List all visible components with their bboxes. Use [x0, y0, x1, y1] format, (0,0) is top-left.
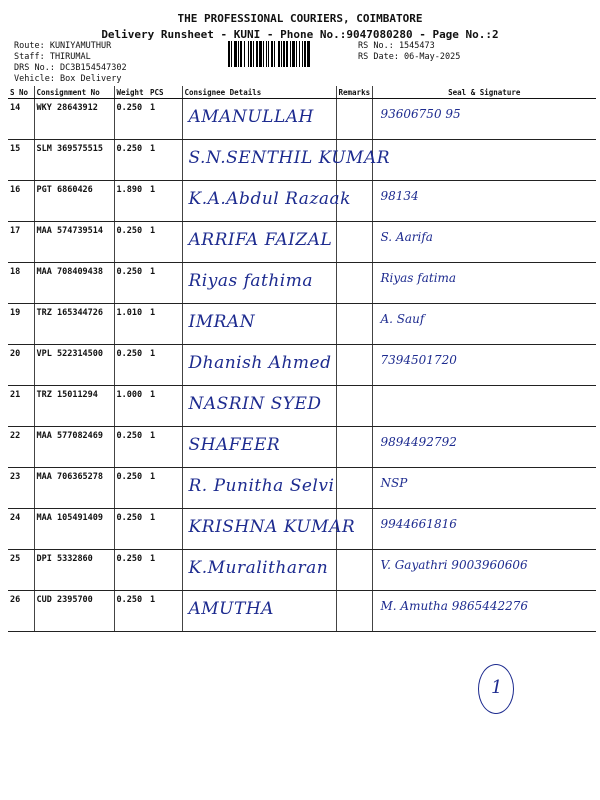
row-weight: 0.250 — [114, 427, 148, 468]
table-row — [8, 468, 596, 509]
row-pcs: 1 — [148, 509, 182, 550]
handwritten-name: ARRIFA FAIZAL — [188, 230, 333, 250]
row-pcs: 1 — [148, 427, 182, 468]
row-weight: 0.250 — [114, 468, 148, 509]
handwritten-signature: 98134 — [380, 189, 419, 203]
handwritten-name: NASRIN SYED — [188, 394, 322, 414]
row-consignee-details — [182, 181, 351, 222]
row-seal-signature — [372, 181, 596, 222]
row-weight: 1.000 — [114, 386, 148, 427]
row-weight: 0.250 — [114, 99, 148, 140]
document-title: THE PROFESSIONAL COURIERS, COIMBATORE — [177, 12, 423, 25]
row-sno: 14 — [8, 99, 34, 140]
row-seal-signature — [372, 222, 596, 263]
handwritten-signature: 9944661816 — [380, 517, 457, 531]
row-consignee-details — [182, 140, 391, 181]
row-seal-signature — [372, 263, 596, 304]
handwritten-name: AMANULLAH — [188, 107, 314, 127]
row-pcs: 1 — [148, 99, 182, 140]
row-consignment-no: PGT 6860426 — [34, 181, 114, 222]
row-seal-signature — [372, 427, 596, 468]
row-remarks — [336, 222, 372, 263]
row-weight: 0.250 — [114, 222, 148, 263]
row-pcs: 1 — [148, 591, 182, 632]
col-remarks: Remarks — [336, 86, 372, 99]
row-consignee-details — [182, 222, 336, 263]
row-sno: 26 — [8, 591, 34, 632]
col-sno: S No — [8, 86, 34, 99]
row-remarks — [336, 550, 372, 591]
row-weight: 0.250 — [114, 550, 148, 591]
table-row — [8, 99, 596, 140]
row-pcs: 1 — [148, 468, 182, 509]
row-seal-signature — [372, 550, 596, 591]
table-row — [8, 263, 596, 304]
row-remarks — [336, 386, 372, 427]
row-consignee-details — [182, 591, 336, 632]
barcode — [228, 41, 350, 67]
row-pcs: 1 — [148, 550, 182, 591]
row-sno: 15 — [8, 140, 34, 181]
table-row — [8, 222, 596, 263]
row-pcs: 1 — [148, 181, 182, 222]
handwritten-name: KRISHNA KUMAR — [188, 517, 356, 537]
staff-text: Staff: THIRUMAL — [14, 52, 91, 62]
handwritten-signature: NSP — [380, 476, 408, 490]
handwritten-signature: 7394501720 — [380, 353, 457, 367]
row-consignment-no: MAA 708409438 — [34, 263, 114, 304]
col-seal: Seal & Signature — [372, 86, 596, 99]
col-pcs: PCS — [148, 86, 182, 99]
row-pcs: 1 — [148, 263, 182, 304]
row-sno: 25 — [8, 550, 34, 591]
document-subtitle: Delivery Runsheet - KUNI - Phone No.:9047080280 - Page No.:2 — [101, 28, 499, 41]
row-remarks — [336, 468, 372, 509]
row-consignee-details — [182, 99, 336, 140]
rs-number: RS No.: 1545473 — [358, 41, 435, 51]
row-remarks — [336, 99, 372, 140]
table-header-row — [8, 86, 596, 99]
table-row — [8, 591, 596, 632]
row-consignee-details — [182, 509, 356, 550]
row-weight: 0.250 — [114, 591, 148, 632]
row-consignment-no: DPI 5332860 — [34, 550, 114, 591]
col-consignee: Consignee Details — [182, 86, 336, 99]
table-row — [8, 345, 596, 386]
drs-text: DRS No.: DC3B154547302 — [14, 63, 127, 73]
handwritten-name: S.N.SENTHIL KUMAR — [188, 148, 391, 168]
vehicle-text: Vehicle: Box Delivery — [14, 74, 122, 84]
row-remarks — [336, 591, 372, 632]
row-consignment-no: MAA 105491409 — [34, 509, 114, 550]
handwritten-name: AMUTHA — [188, 599, 274, 619]
row-remarks — [336, 263, 372, 304]
row-consignee-details — [182, 263, 336, 304]
row-sno: 24 — [8, 509, 34, 550]
route-meta — [14, 41, 127, 85]
table-row — [8, 550, 596, 591]
circle-number: 1 — [491, 677, 503, 698]
row-consignment-no: MAA 706365278 — [34, 468, 114, 509]
rs-meta — [358, 41, 460, 63]
row-seal-signature — [372, 591, 596, 632]
row-sno: 16 — [8, 181, 34, 222]
row-sno: 21 — [8, 386, 34, 427]
row-remarks — [336, 345, 372, 386]
row-consignee-details — [182, 427, 336, 468]
row-pcs: 1 — [148, 222, 182, 263]
row-seal-signature — [372, 386, 596, 427]
handwritten-signature: V. Gayathri 9003960606 — [380, 558, 528, 572]
row-sno: 19 — [8, 304, 34, 345]
row-weight: 1.010 — [114, 304, 148, 345]
row-pcs: 1 — [148, 386, 182, 427]
row-sno: 23 — [8, 468, 34, 509]
table-row — [8, 427, 596, 468]
row-sno: 22 — [8, 427, 34, 468]
handwritten-name: SHAFEER — [188, 435, 281, 455]
row-consignee-details — [182, 304, 336, 345]
handwritten-signature: A. Sauf — [380, 312, 425, 326]
row-seal-signature — [372, 304, 596, 345]
handwritten-signature: M. Amutha 9865442276 — [380, 599, 529, 613]
row-sno: 18 — [8, 263, 34, 304]
row-pcs: 1 — [148, 345, 182, 386]
handwritten-signature: S. Aarifa — [380, 230, 433, 244]
handwritten-name: Dhanish Ahmed — [188, 353, 332, 373]
row-seal-signature — [372, 509, 596, 550]
row-consignment-no: MAA 574739514 — [34, 222, 114, 263]
row-consignment-no: MAA 577082469 — [34, 427, 114, 468]
handwritten-circle-mark — [478, 664, 514, 714]
row-sno: 20 — [8, 345, 34, 386]
table-row — [8, 304, 596, 345]
row-consignee-details — [182, 468, 336, 509]
row-consignee-details — [182, 386, 336, 427]
col-consignment: Consignment No — [34, 86, 114, 99]
handwritten-name: Riyas fathima — [188, 271, 314, 291]
col-weight: Weight — [114, 86, 148, 99]
rs-date: RS Date: 06-May-2025 — [358, 52, 461, 62]
row-remarks — [336, 427, 372, 468]
route-text: Route: KUNIYAMUTHUR — [14, 41, 112, 51]
table-row — [8, 140, 596, 181]
table-row — [8, 181, 596, 222]
table-row — [8, 509, 596, 550]
handwritten-name: IMRAN — [188, 312, 256, 332]
table-row — [8, 386, 596, 427]
row-weight: 0.250 — [114, 345, 148, 386]
handwritten-signature: 9894492792 — [380, 435, 457, 449]
row-seal-signature — [372, 140, 596, 181]
row-pcs: 1 — [148, 140, 182, 181]
row-seal-signature — [372, 345, 596, 386]
handwritten-name: K.A.Abdul Razaak — [188, 189, 351, 209]
row-consignment-no: TRZ 165344726 — [34, 304, 114, 345]
handwritten-signature: Riyas fatima — [380, 271, 457, 285]
row-consignment-no: CUD 2395700 — [34, 591, 114, 632]
row-pcs: 1 — [148, 304, 182, 345]
row-consignment-no: WKY 28643912 — [34, 99, 114, 140]
row-weight: 0.250 — [114, 263, 148, 304]
row-consignee-details — [182, 550, 336, 591]
row-weight: 1.890 — [114, 181, 148, 222]
row-consignment-no: TRZ 15011294 — [34, 386, 114, 427]
row-weight: 0.250 — [114, 509, 148, 550]
row-seal-signature — [372, 468, 596, 509]
row-sno: 17 — [8, 222, 34, 263]
row-consignee-details — [182, 345, 336, 386]
runsheet-table — [8, 86, 596, 632]
row-seal-signature — [372, 99, 596, 140]
row-weight: 0.250 — [114, 140, 148, 181]
handwritten-name: K.Muralitharan — [188, 558, 329, 578]
row-consignment-no: SLM 369575515 — [34, 140, 114, 181]
handwritten-name: R. Punitha Selvi — [188, 476, 335, 496]
row-consignment-no: VPL 522314500 — [34, 345, 114, 386]
handwritten-signature: 93606750 95 — [380, 107, 461, 121]
row-remarks — [336, 304, 372, 345]
